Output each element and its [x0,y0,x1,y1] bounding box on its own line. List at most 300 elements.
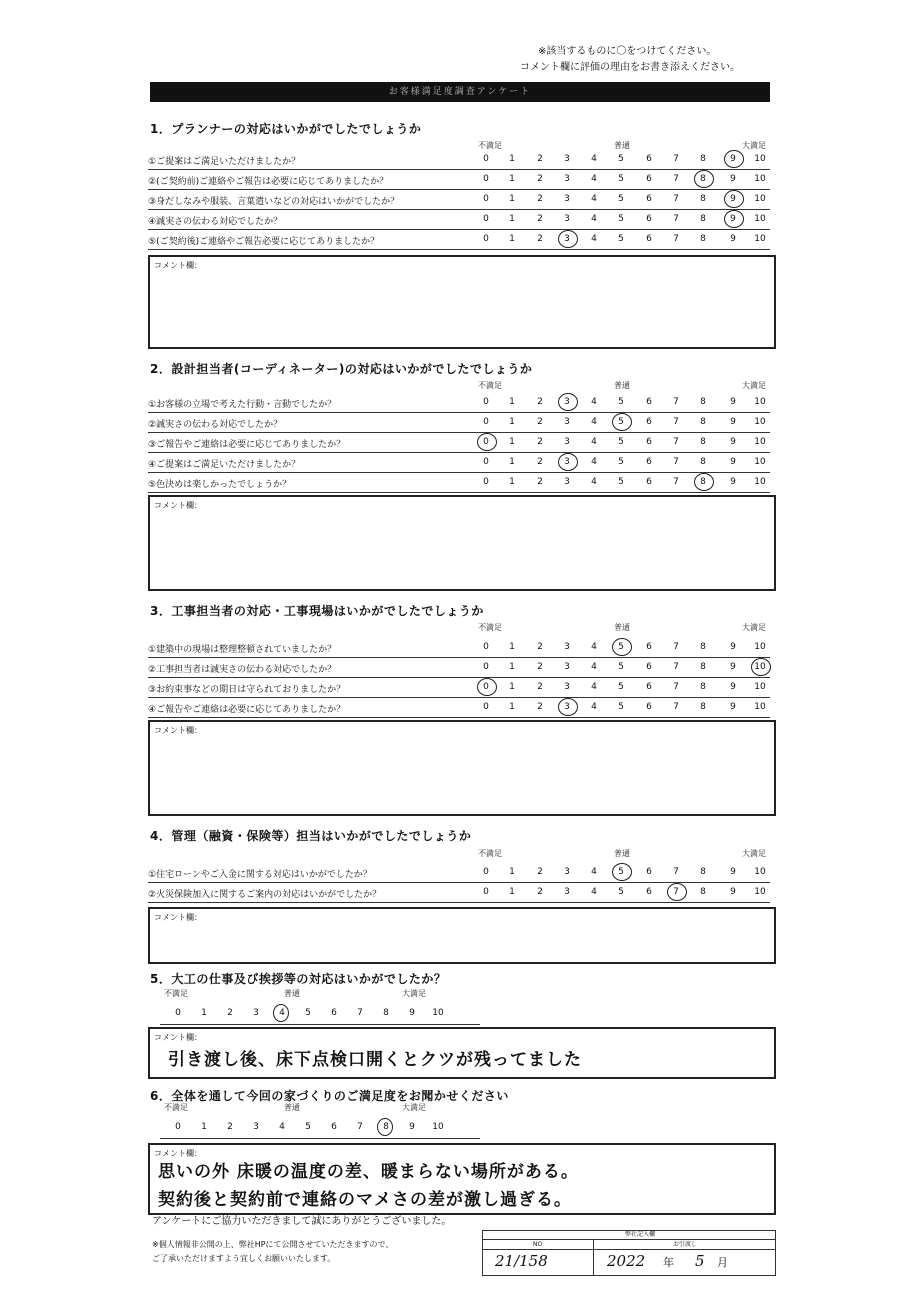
score-option-1[interactable]: 1 [509,234,515,244]
question-row [148,150,770,170]
score-option-7[interactable]: 7 [673,887,679,897]
score-option-7[interactable]: 7 [673,214,679,224]
office-divider [593,1240,594,1275]
question-text: ④ご提案はご満足いただけましたか？ [148,460,301,470]
score-option-2[interactable]: 2 [537,214,543,224]
score-option-4[interactable]: 4 [591,174,597,184]
score-option-1[interactable]: 1 [509,194,515,204]
score-option-0[interactable]: 0 [483,194,489,204]
score-option-6[interactable]: 6 [646,867,652,877]
score-option-1[interactable]: 1 [509,397,515,407]
score-option-7[interactable]: 7 [673,194,679,204]
score-option-7[interactable]: 7 [673,437,679,447]
score-option-5[interactable]: 5 [618,662,624,672]
question-text: ①ご提案はご満足いただけましたか？ [148,157,301,167]
office-col-headers [483,1240,775,1250]
scale-mid-label: 普通 [614,849,630,858]
selected-score-circle [724,190,744,208]
row-divider [148,492,770,493]
score-option-10[interactable]: 10 [754,194,766,204]
comment-label: コメント欄： [154,1149,202,1158]
score-option-10[interactable]: 10 [754,417,766,427]
score-option-1[interactable]: 1 [509,682,515,692]
score-option-5[interactable]: 5 [618,234,624,244]
question-row [148,393,770,413]
score-option-10[interactable]: 10 [754,437,766,447]
section6-score-option-8[interactable]: 8 [383,1122,389,1132]
score-option-4[interactable]: 4 [591,214,597,224]
score-option-9[interactable]: 9 [730,702,736,712]
score-option-4[interactable]: 4 [591,234,597,244]
score-option-0[interactable]: 0 [483,417,489,427]
question-text: ⑤(ご契約後)ご連絡やご報告必要に応じてありましたか？ [148,237,380,247]
score-option-3[interactable]: 3 [564,702,570,712]
question-row [148,433,770,453]
score-option-8[interactable]: 8 [700,234,706,244]
score-option-9[interactable]: 9 [730,417,736,427]
score-option-8[interactable]: 8 [700,457,706,467]
section5-comment-box [148,1027,776,1079]
question-row [148,170,770,190]
score-option-8[interactable]: 8 [700,417,706,427]
score-option-1[interactable]: 1 [509,702,515,712]
section6-score-option-4[interactable]: 4 [279,1122,285,1132]
selected-score-circle [477,678,497,696]
score-option-0[interactable]: 0 [483,437,489,447]
section6-score-option-2[interactable]: 2 [227,1122,233,1132]
score-option-0[interactable]: 0 [483,174,489,184]
scale-mid-label: 普通 [284,1103,300,1112]
score-option-0[interactable]: 0 [483,867,489,877]
score-option-1[interactable]: 1 [509,662,515,672]
section5-score-option-7[interactable]: 7 [357,1008,363,1018]
footer-privacy-1: ※個人情報非公開の上、弊社HPにて公開させていただきますので、 [152,1240,394,1249]
score-option-9[interactable]: 9 [730,234,736,244]
selected-score-circle [724,150,744,168]
section5-scale [160,988,460,1028]
score-option-4[interactable]: 4 [591,682,597,692]
score-option-3[interactable]: 3 [564,397,570,407]
score-option-3[interactable]: 3 [564,457,570,467]
score-option-9[interactable]: 9 [730,887,736,897]
score-option-4[interactable]: 4 [591,642,597,652]
scale-high-label: 大満足 [742,381,766,390]
score-option-4[interactable]: 4 [591,437,597,447]
score-option-5[interactable]: 5 [618,417,624,427]
score-option-5[interactable]: 5 [618,397,624,407]
score-option-5[interactable]: 5 [618,887,624,897]
score-option-9[interactable]: 9 [730,214,736,224]
score-option-10[interactable]: 10 [754,887,766,897]
score-option-0[interactable]: 0 [483,214,489,224]
score-option-8[interactable]: 8 [700,437,706,447]
scale-low-label: 不満足 [164,989,188,998]
scale-low-label: 不満足 [164,1103,188,1112]
score-option-4[interactable]: 4 [591,867,597,877]
office-header: 弊社記入欄 [483,1231,775,1240]
score-option-10[interactable]: 10 [754,682,766,692]
score-option-9[interactable]: 9 [730,154,736,164]
section6-score-option-7[interactable]: 7 [357,1122,363,1132]
office-col-delivery: お引渡し [673,1241,698,1248]
comment-label: コメント欄： [154,261,202,270]
section6-score-option-0[interactable]: 0 [175,1122,181,1132]
score-option-8[interactable]: 8 [700,682,706,692]
score-option-1[interactable]: 1 [509,887,515,897]
office-month-unit: 月 [717,1256,728,1269]
question-text: ⑤色決めは楽しかったでしょうか？ [148,480,292,490]
scale-low-label: 不満足 [478,623,502,632]
selected-score-circle [377,1118,393,1136]
score-option-8[interactable]: 8 [700,887,706,897]
section5-score-option-2[interactable]: 2 [227,1008,233,1018]
score-option-10[interactable]: 10 [754,234,766,244]
score-option-5[interactable]: 5 [618,702,624,712]
question-row [148,230,770,250]
section6-score-option-9[interactable]: 9 [409,1122,415,1132]
score-option-9[interactable]: 9 [730,867,736,877]
office-use-box [482,1230,776,1276]
selected-score-circle [558,393,578,411]
score-option-8[interactable]: 8 [700,154,706,164]
score-option-6[interactable]: 6 [646,477,652,487]
section5-score-option-3[interactable]: 3 [253,1008,259,1018]
score-option-4[interactable]: 4 [591,477,597,487]
scale-mid-label: 普通 [614,141,630,150]
comment-box[interactable] [148,907,776,964]
score-option-6[interactable]: 6 [646,702,652,712]
question-row [148,638,770,658]
section5-score-option-6[interactable]: 6 [331,1008,337,1018]
question-row [148,883,770,903]
score-option-7[interactable]: 7 [673,867,679,877]
office-month-value: 5 [695,1252,705,1270]
row-divider [148,717,770,718]
score-option-1[interactable]: 1 [509,642,515,652]
section-title: 1．プランナーの対応はいかがでしたでしょうか [150,122,422,136]
score-option-3[interactable]: 3 [564,867,570,877]
score-option-1[interactable]: 1 [509,457,515,467]
score-option-2[interactable]: 2 [537,194,543,204]
score-option-0[interactable]: 0 [483,234,489,244]
score-option-2[interactable]: 2 [537,154,543,164]
score-option-6[interactable]: 6 [646,397,652,407]
score-option-2[interactable]: 2 [537,397,543,407]
scale-low-label: 不満足 [478,381,502,390]
score-option-6[interactable]: 6 [646,154,652,164]
question-row [148,473,770,493]
score-option-10[interactable]: 10 [754,702,766,712]
question-text: ④誠実さの伝わる対応でしたか？ [148,217,283,227]
question-text: ①住宅ローンやご入金に関する対応はいかがでしたか？ [148,870,372,880]
section5-score-option-9[interactable]: 9 [409,1008,415,1018]
score-option-10[interactable]: 10 [754,867,766,877]
score-option-9[interactable]: 9 [730,457,736,467]
score-option-7[interactable]: 7 [673,682,679,692]
selected-score-circle [558,453,578,471]
score-option-2[interactable]: 2 [537,662,543,672]
score-option-6[interactable]: 6 [646,174,652,184]
score-option-5[interactable]: 5 [618,174,624,184]
question-row [148,698,770,718]
score-option-9[interactable]: 9 [730,174,736,184]
question-row [148,190,770,210]
score-option-4[interactable]: 4 [591,887,597,897]
question-text: ②火災保険加入に関するご案内の対応はいかがでしたか？ [148,890,382,900]
office-year-unit: 年 [663,1256,674,1269]
score-option-7[interactable]: 7 [673,477,679,487]
question-row [148,658,770,678]
score-option-2[interactable]: 2 [537,642,543,652]
section5-score-option-10[interactable]: 10 [432,1008,444,1018]
score-option-5[interactable]: 5 [618,682,624,692]
question-text: ②工事担当者は誠実さの伝わる対応でしたか？ [148,665,337,675]
comment-box[interactable] [148,495,776,591]
section5-score-option-5[interactable]: 5 [305,1008,311,1018]
question-text: ①建築中の現場は整理整頓されていましたか？ [148,645,337,655]
score-option-8[interactable]: 8 [700,662,706,672]
section6-comment-line1: 思いの外 床暖の温度の差、暖まらない場所がある。 [158,1162,579,1182]
score-option-6[interactable]: 6 [646,437,652,447]
score-option-10[interactable]: 10 [754,214,766,224]
selected-score-circle [694,170,714,188]
scale-mid-label: 普通 [614,623,630,632]
score-option-3[interactable]: 3 [564,682,570,692]
comment-box[interactable] [148,720,776,816]
question-row [148,453,770,473]
score-option-0[interactable]: 0 [483,702,489,712]
score-option-9[interactable]: 9 [730,662,736,672]
office-no-value: 21/158 [495,1252,548,1270]
score-option-3[interactable]: 3 [564,477,570,487]
score-option-3[interactable]: 3 [564,194,570,204]
score-option-7[interactable]: 7 [673,642,679,652]
selected-score-circle [273,1004,289,1022]
section6-comment-box [148,1143,776,1215]
section6-score-option-3[interactable]: 3 [253,1122,259,1132]
header-note-1: ※該当するものに〇をつけてください。 [538,46,717,57]
score-option-0[interactable]: 0 [483,154,489,164]
question-row [148,413,770,433]
score-option-5[interactable]: 5 [618,214,624,224]
score-option-3[interactable]: 3 [564,234,570,244]
score-option-7[interactable]: 7 [673,154,679,164]
score-option-2[interactable]: 2 [537,234,543,244]
score-option-2[interactable]: 2 [537,867,543,877]
score-option-0[interactable]: 0 [483,477,489,487]
scale-high-label: 大満足 [402,989,426,998]
score-option-4[interactable]: 4 [591,417,597,427]
section6-comment-line2: 契約後と契約前で連絡のマメさの差が激し過ぎる。 [158,1190,572,1210]
question-text: ③ご報告やご連絡は必要に応じてありましたか？ [148,440,346,450]
score-option-8[interactable]: 8 [700,214,706,224]
score-option-6[interactable]: 6 [646,417,652,427]
section-title: 3．工事担当者の対応・工事現場はいかがでしたでしょうか [150,604,484,618]
question-text: ②(ご契約前)ご連絡やご報告は必要に応じてありましたか？ [148,177,389,187]
score-option-2[interactable]: 2 [537,477,543,487]
score-option-3[interactable]: 3 [564,887,570,897]
section6-score-option-1[interactable]: 1 [201,1122,207,1132]
score-option-6[interactable]: 6 [646,457,652,467]
score-option-10[interactable]: 10 [754,642,766,652]
score-option-1[interactable]: 1 [509,154,515,164]
score-option-3[interactable]: 3 [564,154,570,164]
score-option-4[interactable]: 4 [591,194,597,204]
score-option-6[interactable]: 6 [646,234,652,244]
comment-label: コメント欄： [154,913,202,922]
question-text: ④ご報告やご連絡は必要に応じてありましたか？ [148,705,346,715]
score-option-1[interactable]: 1 [509,477,515,487]
score-option-7[interactable]: 7 [673,174,679,184]
score-option-4[interactable]: 4 [591,662,597,672]
score-option-6[interactable]: 6 [646,662,652,672]
section5-score-option-8[interactable]: 8 [383,1008,389,1018]
scale-low-label: 不満足 [478,141,502,150]
score-option-10[interactable]: 10 [754,397,766,407]
section6-score-option-10[interactable]: 10 [432,1122,444,1132]
score-option-5[interactable]: 5 [618,867,624,877]
score-option-2[interactable]: 2 [537,457,543,467]
footer-thanks: アンケートにご協力いただきまして誠にありがとうございました。 [152,1216,452,1227]
score-option-0[interactable]: 0 [483,457,489,467]
score-option-0[interactable]: 0 [483,887,489,897]
selected-score-circle [612,413,632,431]
score-option-3[interactable]: 3 [564,662,570,672]
scale-high-label: 大満足 [742,623,766,632]
scale-high-label: 大満足 [742,849,766,858]
section5-title: 5．大工の仕事及び挨拶等の対応はいかがでしたか？ [150,972,447,986]
score-option-3[interactable]: 3 [564,174,570,184]
score-option-3[interactable]: 3 [564,417,570,427]
score-option-10[interactable]: 10 [754,174,766,184]
score-option-3[interactable]: 3 [564,437,570,447]
footer-privacy-2: ご了承いただけますよう宜しくお願いいたします。 [152,1254,336,1263]
score-option-10[interactable]: 10 [754,477,766,487]
office-year-value: 2022 [607,1252,646,1270]
score-option-1[interactable]: 1 [509,174,515,184]
score-option-7[interactable]: 7 [673,662,679,672]
selected-score-circle [667,883,687,901]
score-option-6[interactable]: 6 [646,887,652,897]
score-option-2[interactable]: 2 [537,417,543,427]
section5-score-option-1[interactable]: 1 [201,1008,207,1018]
score-option-5[interactable]: 5 [618,457,624,467]
score-option-6[interactable]: 6 [646,642,652,652]
question-text: ②誠実さの伝わる対応でしたか？ [148,420,283,430]
score-option-5[interactable]: 5 [618,642,624,652]
section5-comment-text: 引き渡し後、床下点検口開くとクツが残ってました [168,1050,582,1070]
score-option-2[interactable]: 2 [537,887,543,897]
comment-label: コメント欄： [154,1033,202,1042]
score-option-6[interactable]: 6 [646,682,652,692]
score-option-2[interactable]: 2 [537,174,543,184]
score-option-9[interactable]: 9 [730,642,736,652]
section-title: 2．設計担当者(コーディネーター)の対応はいかがでしたでしょうか [150,362,533,376]
score-option-7[interactable]: 7 [673,457,679,467]
section-title: 4．管理（融資・保険等）担当はいかがでしたでしょうか [150,829,472,843]
banner-title: お客様満足度調査アンケート [150,82,770,102]
score-option-6[interactable]: 6 [646,194,652,204]
score-option-10[interactable]: 10 [754,457,766,467]
score-option-0[interactable]: 0 [483,397,489,407]
score-option-5[interactable]: 5 [618,477,624,487]
score-option-7[interactable]: 7 [673,702,679,712]
section5-scale-underline [160,1024,480,1025]
scale-low-label: 不満足 [478,849,502,858]
score-option-9[interactable]: 9 [730,397,736,407]
score-option-2[interactable]: 2 [537,682,543,692]
selected-score-circle [751,658,771,676]
score-option-8[interactable]: 8 [700,702,706,712]
question-row [148,678,770,698]
score-option-0[interactable]: 0 [483,642,489,652]
score-option-2[interactable]: 2 [537,702,543,712]
score-option-6[interactable]: 6 [646,214,652,224]
score-option-3[interactable]: 3 [564,642,570,652]
score-option-4[interactable]: 4 [591,397,597,407]
section6-score-option-6[interactable]: 6 [331,1122,337,1132]
score-option-4[interactable]: 4 [591,702,597,712]
section6-scale [160,1102,460,1142]
comment-label: コメント欄： [154,726,202,735]
score-option-5[interactable]: 5 [618,194,624,204]
score-option-4[interactable]: 4 [591,457,597,467]
score-option-8[interactable]: 8 [700,477,706,487]
question-row [148,863,770,883]
score-option-1[interactable]: 1 [509,214,515,224]
comment-box[interactable] [148,255,776,349]
section6-scale-underline [160,1138,480,1139]
score-option-8[interactable]: 8 [700,174,706,184]
office-col-no: NO [533,1241,543,1248]
score-option-8[interactable]: 8 [700,194,706,204]
scale-mid-label: 普通 [614,381,630,390]
score-option-7[interactable]: 7 [673,234,679,244]
score-option-9[interactable]: 9 [730,682,736,692]
score-option-7[interactable]: 7 [673,417,679,427]
score-option-1[interactable]: 1 [509,437,515,447]
row-divider [148,902,770,903]
score-option-2[interactable]: 2 [537,437,543,447]
score-option-1[interactable]: 1 [509,867,515,877]
score-option-5[interactable]: 5 [618,154,624,164]
score-option-8[interactable]: 8 [700,397,706,407]
score-option-9[interactable]: 9 [730,194,736,204]
score-option-8[interactable]: 8 [700,642,706,652]
score-option-7[interactable]: 7 [673,397,679,407]
score-option-3[interactable]: 3 [564,214,570,224]
section5-score-option-0[interactable]: 0 [175,1008,181,1018]
score-option-9[interactable]: 9 [730,477,736,487]
score-option-9[interactable]: 9 [730,437,736,447]
score-option-5[interactable]: 5 [618,437,624,447]
score-option-1[interactable]: 1 [509,417,515,427]
scale-high-label: 大満足 [402,1103,426,1112]
score-option-8[interactable]: 8 [700,867,706,877]
question-text: ③お約束事などの期日は守られておりましたか？ [148,685,346,695]
score-option-0[interactable]: 0 [483,682,489,692]
score-option-4[interactable]: 4 [591,154,597,164]
section6-score-option-5[interactable]: 5 [305,1122,311,1132]
question-row [148,210,770,230]
selected-score-circle [612,638,632,656]
question-text: ①お客様の立場で考えた行動・言動でしたか？ [148,400,337,410]
score-option-10[interactable]: 10 [754,662,766,672]
score-option-0[interactable]: 0 [483,662,489,672]
selected-score-circle [694,473,714,491]
section5-score-option-4[interactable]: 4 [279,1008,285,1018]
score-option-10[interactable]: 10 [754,154,766,164]
